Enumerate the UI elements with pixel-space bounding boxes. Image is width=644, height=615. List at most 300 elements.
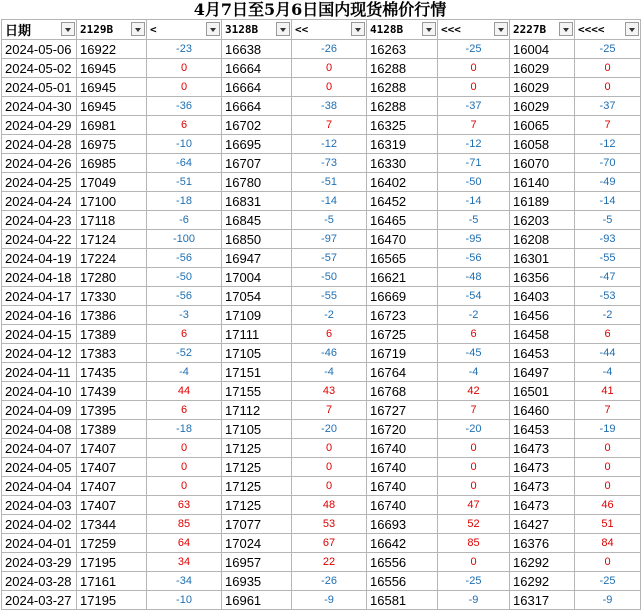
price-cell[interactable]: 16288: [367, 59, 438, 78]
change-cell[interactable]: 0: [575, 78, 641, 97]
change-cell[interactable]: -23: [147, 40, 222, 59]
price-cell[interactable]: 16581: [367, 591, 438, 610]
date-cell[interactable]: 2024-04-22: [2, 230, 77, 249]
change-cell[interactable]: -5: [575, 211, 641, 230]
price-cell[interactable]: 17389: [77, 325, 147, 344]
change-cell[interactable]: -56: [147, 287, 222, 306]
price-cell[interactable]: 16427: [510, 515, 575, 534]
change-cell[interactable]: 7: [292, 401, 367, 420]
price-cell[interactable]: 16029: [510, 97, 575, 116]
change-cell[interactable]: -3: [147, 306, 222, 325]
price-cell[interactable]: 17118: [77, 211, 147, 230]
change-cell[interactable]: -10: [147, 591, 222, 610]
price-cell[interactable]: 16961: [222, 591, 292, 610]
change-cell[interactable]: 0: [438, 477, 510, 496]
change-cell[interactable]: 0: [292, 59, 367, 78]
date-cell[interactable]: 2024-04-09: [2, 401, 77, 420]
price-cell[interactable]: 17124: [77, 230, 147, 249]
price-cell[interactable]: 17111: [222, 325, 292, 344]
change-cell[interactable]: -12: [438, 135, 510, 154]
change-cell[interactable]: -18: [147, 192, 222, 211]
change-cell[interactable]: -25: [575, 572, 641, 591]
price-cell[interactable]: 17105: [222, 420, 292, 439]
change-cell[interactable]: 0: [147, 59, 222, 78]
change-cell[interactable]: 6: [438, 325, 510, 344]
change-cell[interactable]: 51: [575, 515, 641, 534]
date-cell[interactable]: 2024-04-12: [2, 344, 77, 363]
change-cell[interactable]: 0: [147, 477, 222, 496]
price-cell[interactable]: 16263: [367, 40, 438, 59]
filter-dropdown-icon[interactable]: [131, 22, 145, 36]
change-cell[interactable]: -9: [438, 591, 510, 610]
date-cell[interactable]: 2024-03-28: [2, 572, 77, 591]
price-cell[interactable]: 17195: [77, 553, 147, 572]
column-header-date[interactable]: [2, 20, 77, 40]
column-header-change-4[interactable]: [575, 20, 641, 40]
filter-dropdown-icon[interactable]: [206, 22, 220, 36]
price-cell[interactable]: 16402: [367, 173, 438, 192]
change-cell[interactable]: -50: [147, 268, 222, 287]
date-cell[interactable]: 2024-04-17: [2, 287, 77, 306]
change-cell[interactable]: 7: [575, 116, 641, 135]
change-cell[interactable]: 22: [292, 553, 367, 572]
price-cell[interactable]: 17004: [222, 268, 292, 287]
change-cell[interactable]: 6: [575, 325, 641, 344]
change-cell[interactable]: -47: [575, 268, 641, 287]
price-cell[interactable]: 16957: [222, 553, 292, 572]
price-cell[interactable]: 16556: [367, 553, 438, 572]
price-cell[interactable]: 16288: [367, 97, 438, 116]
change-cell[interactable]: -38: [292, 97, 367, 116]
change-cell[interactable]: 34: [147, 553, 222, 572]
change-cell[interactable]: -71: [438, 154, 510, 173]
price-cell[interactable]: 17125: [222, 477, 292, 496]
price-cell[interactable]: 17280: [77, 268, 147, 287]
filter-dropdown-icon[interactable]: [61, 22, 75, 36]
change-cell[interactable]: 6: [292, 325, 367, 344]
price-cell[interactable]: 16460: [510, 401, 575, 420]
date-cell[interactable]: 2024-04-28: [2, 135, 77, 154]
price-cell[interactable]: 17439: [77, 382, 147, 401]
price-cell[interactable]: 16740: [367, 458, 438, 477]
price-cell[interactable]: 16473: [510, 496, 575, 515]
date-cell[interactable]: 2024-04-02: [2, 515, 77, 534]
change-cell[interactable]: -51: [147, 173, 222, 192]
change-cell[interactable]: 63: [147, 496, 222, 515]
change-cell[interactable]: -55: [292, 287, 367, 306]
table-row: [2, 268, 641, 287]
price-cell[interactable]: 16203: [510, 211, 575, 230]
column-header-label: <<<: [441, 23, 461, 36]
column-header-change-3[interactable]: [438, 20, 510, 40]
change-cell[interactable]: -26: [292, 40, 367, 59]
price-cell[interactable]: 16981: [77, 116, 147, 135]
change-cell[interactable]: -14: [292, 192, 367, 211]
change-cell[interactable]: 85: [147, 515, 222, 534]
table-row: [2, 477, 641, 496]
price-cell[interactable]: 17105: [222, 344, 292, 363]
column-header-2129b[interactable]: [77, 20, 147, 40]
date-cell[interactable]: 2024-04-25: [2, 173, 77, 192]
price-cell[interactable]: 17407: [77, 496, 147, 515]
price-cell[interactable]: 16935: [222, 572, 292, 591]
change-cell[interactable]: -9: [575, 591, 641, 610]
price-cell[interactable]: 17407: [77, 439, 147, 458]
price-cell[interactable]: 17100: [77, 192, 147, 211]
change-cell[interactable]: 0: [292, 458, 367, 477]
column-header-3128b[interactable]: [222, 20, 292, 40]
price-cell[interactable]: 16465: [367, 211, 438, 230]
change-cell[interactable]: 7: [438, 401, 510, 420]
date-cell[interactable]: 2024-05-02: [2, 59, 77, 78]
change-cell[interactable]: -45: [438, 344, 510, 363]
change-cell[interactable]: -25: [438, 572, 510, 591]
table-row: [2, 382, 641, 401]
column-header-2227b[interactable]: [510, 20, 575, 40]
price-cell[interactable]: 16985: [77, 154, 147, 173]
header-row: [2, 20, 641, 40]
price-cell[interactable]: 16727: [367, 401, 438, 420]
price-cell[interactable]: 16621: [367, 268, 438, 287]
price-cell[interactable]: 16497: [510, 363, 575, 382]
filter-dropdown-icon[interactable]: [494, 22, 508, 36]
change-cell[interactable]: -5: [292, 211, 367, 230]
price-cell[interactable]: 16664: [222, 97, 292, 116]
change-cell[interactable]: -93: [575, 230, 641, 249]
price-cell[interactable]: 16642: [367, 534, 438, 553]
price-cell[interactable]: 16695: [222, 135, 292, 154]
change-cell[interactable]: 53: [292, 515, 367, 534]
change-cell[interactable]: 44: [147, 382, 222, 401]
change-cell[interactable]: -53: [575, 287, 641, 306]
change-cell[interactable]: -50: [292, 268, 367, 287]
change-cell[interactable]: -26: [292, 572, 367, 591]
price-cell[interactable]: 16768: [367, 382, 438, 401]
price-cell[interactable]: 17151: [222, 363, 292, 382]
table-row: [2, 591, 641, 610]
change-cell[interactable]: 7: [292, 116, 367, 135]
change-cell[interactable]: 0: [147, 458, 222, 477]
price-cell[interactable]: 16845: [222, 211, 292, 230]
date-cell[interactable]: 2024-04-23: [2, 211, 77, 230]
change-cell[interactable]: 52: [438, 515, 510, 534]
change-cell[interactable]: -36: [147, 97, 222, 116]
price-cell[interactable]: 16720: [367, 420, 438, 439]
date-cell[interactable]: 2024-03-27: [2, 591, 77, 610]
filter-dropdown-icon[interactable]: [351, 22, 365, 36]
date-cell[interactable]: 2024-04-11: [2, 363, 77, 382]
change-cell[interactable]: -18: [147, 420, 222, 439]
change-cell[interactable]: 85: [438, 534, 510, 553]
price-cell[interactable]: 16317: [510, 591, 575, 610]
price-cell[interactable]: 16638: [222, 40, 292, 59]
price-cell[interactable]: 16319: [367, 135, 438, 154]
change-cell[interactable]: 43: [292, 382, 367, 401]
change-cell[interactable]: -57: [292, 249, 367, 268]
date-cell[interactable]: 2024-04-04: [2, 477, 77, 496]
price-cell[interactable]: 16780: [222, 173, 292, 192]
change-cell[interactable]: -19: [575, 420, 641, 439]
price-cell[interactable]: 16330: [367, 154, 438, 173]
change-cell[interactable]: -4: [292, 363, 367, 382]
change-cell[interactable]: -55: [575, 249, 641, 268]
change-cell[interactable]: -34: [147, 572, 222, 591]
change-cell[interactable]: 0: [438, 553, 510, 572]
price-cell[interactable]: 16356: [510, 268, 575, 287]
filter-dropdown-icon[interactable]: [625, 22, 639, 36]
date-cell[interactable]: 2024-04-18: [2, 268, 77, 287]
price-cell[interactable]: 16945: [77, 78, 147, 97]
change-cell[interactable]: 0: [575, 439, 641, 458]
change-cell[interactable]: -10: [147, 135, 222, 154]
price-cell[interactable]: 17125: [222, 458, 292, 477]
date-cell[interactable]: 2024-04-15: [2, 325, 77, 344]
change-cell[interactable]: -4: [147, 363, 222, 382]
change-cell[interactable]: -14: [438, 192, 510, 211]
change-cell[interactable]: 47: [438, 496, 510, 515]
price-cell[interactable]: 16473: [510, 439, 575, 458]
date-cell[interactable]: 2024-04-10: [2, 382, 77, 401]
change-cell[interactable]: 0: [575, 458, 641, 477]
price-cell[interactable]: 16664: [222, 78, 292, 97]
change-cell[interactable]: -6: [147, 211, 222, 230]
price-cell[interactable]: 16947: [222, 249, 292, 268]
price-cell[interactable]: 17195: [77, 591, 147, 610]
price-cell[interactable]: 16456: [510, 306, 575, 325]
column-header-label: <<<<: [578, 23, 605, 36]
change-cell[interactable]: 0: [575, 477, 641, 496]
price-cell[interactable]: 17024: [222, 534, 292, 553]
price-cell[interactable]: 16831: [222, 192, 292, 211]
filter-dropdown-icon[interactable]: [422, 22, 436, 36]
change-cell[interactable]: -56: [438, 249, 510, 268]
change-cell[interactable]: -25: [438, 40, 510, 59]
price-cell[interactable]: 16325: [367, 116, 438, 135]
price-cell[interactable]: 16707: [222, 154, 292, 173]
change-cell[interactable]: -37: [575, 97, 641, 116]
price-cell[interactable]: 16403: [510, 287, 575, 306]
change-cell[interactable]: 41: [575, 382, 641, 401]
change-cell[interactable]: -12: [292, 135, 367, 154]
change-cell[interactable]: -5: [438, 211, 510, 230]
change-cell[interactable]: -73: [292, 154, 367, 173]
column-header-label: <: [150, 23, 157, 36]
date-cell[interactable]: 2024-04-29: [2, 116, 77, 135]
date-cell[interactable]: 2024-04-01: [2, 534, 77, 553]
table-row: [2, 135, 641, 154]
price-cell[interactable]: 17407: [77, 477, 147, 496]
column-header-change-2[interactable]: [292, 20, 367, 40]
date-cell[interactable]: 2024-04-07: [2, 439, 77, 458]
price-cell[interactable]: 16208: [510, 230, 575, 249]
price-cell[interactable]: 16058: [510, 135, 575, 154]
date-cell[interactable]: 2024-04-30: [2, 97, 77, 116]
price-cell[interactable]: 16740: [367, 477, 438, 496]
change-cell[interactable]: -9: [292, 591, 367, 610]
price-cell[interactable]: 17259: [77, 534, 147, 553]
change-cell[interactable]: -64: [147, 154, 222, 173]
change-cell[interactable]: 0: [147, 78, 222, 97]
price-cell[interactable]: 16664: [222, 59, 292, 78]
price-cell[interactable]: 16669: [367, 287, 438, 306]
price-cell[interactable]: 16764: [367, 363, 438, 382]
price-cell[interactable]: 17386: [77, 306, 147, 325]
change-cell[interactable]: -4: [575, 363, 641, 382]
price-cell[interactable]: 16029: [510, 78, 575, 97]
column-header-label: 4128B: [370, 23, 404, 36]
change-cell[interactable]: 48: [292, 496, 367, 515]
price-cell[interactable]: 16070: [510, 154, 575, 173]
price-cell[interactable]: 17435: [77, 363, 147, 382]
change-cell[interactable]: 46: [575, 496, 641, 515]
price-cell[interactable]: 17383: [77, 344, 147, 363]
price-cell[interactable]: 16140: [510, 173, 575, 192]
price-cell[interactable]: 16740: [367, 439, 438, 458]
column-header-4128b[interactable]: [367, 20, 438, 40]
change-cell[interactable]: -14: [575, 192, 641, 211]
change-cell[interactable]: -54: [438, 287, 510, 306]
change-cell[interactable]: 0: [575, 59, 641, 78]
date-cell[interactable]: 2024-05-06: [2, 40, 77, 59]
price-cell[interactable]: 17125: [222, 439, 292, 458]
change-cell[interactable]: 0: [438, 439, 510, 458]
price-cell[interactable]: 16556: [367, 572, 438, 591]
change-cell[interactable]: -100: [147, 230, 222, 249]
change-cell[interactable]: 0: [292, 477, 367, 496]
price-cell[interactable]: 16452: [367, 192, 438, 211]
change-cell[interactable]: 84: [575, 534, 641, 553]
change-cell[interactable]: -4: [438, 363, 510, 382]
price-cell[interactable]: 17049: [77, 173, 147, 192]
price-cell[interactable]: 16723: [367, 306, 438, 325]
price-cell[interactable]: 16065: [510, 116, 575, 135]
price-cell[interactable]: 16301: [510, 249, 575, 268]
change-cell[interactable]: -12: [575, 135, 641, 154]
change-cell[interactable]: -49: [575, 173, 641, 192]
price-cell[interactable]: 17330: [77, 287, 147, 306]
price-cell[interactable]: 16453: [510, 420, 575, 439]
price-cell[interactable]: 17077: [222, 515, 292, 534]
date-cell[interactable]: 2024-04-16: [2, 306, 77, 325]
price-cell[interactable]: 16501: [510, 382, 575, 401]
price-cell[interactable]: 16945: [77, 97, 147, 116]
date-cell[interactable]: 2024-04-03: [2, 496, 77, 515]
change-cell[interactable]: -52: [147, 344, 222, 363]
price-cell[interactable]: 16473: [510, 477, 575, 496]
date-cell[interactable]: 2024-04-26: [2, 154, 77, 173]
change-cell[interactable]: 0: [292, 78, 367, 97]
change-cell[interactable]: -20: [292, 420, 367, 439]
change-cell[interactable]: -37: [438, 97, 510, 116]
change-cell[interactable]: -70: [575, 154, 641, 173]
column-header-change-1[interactable]: [147, 20, 222, 40]
change-cell[interactable]: 6: [147, 116, 222, 135]
change-cell[interactable]: -2: [575, 306, 641, 325]
price-cell[interactable]: 16029: [510, 59, 575, 78]
change-cell[interactable]: -44: [575, 344, 641, 363]
price-cell[interactable]: 17155: [222, 382, 292, 401]
price-cell[interactable]: 16565: [367, 249, 438, 268]
price-cell[interactable]: 17389: [77, 420, 147, 439]
price-cell[interactable]: 17395: [77, 401, 147, 420]
price-cell[interactable]: 16473: [510, 458, 575, 477]
change-cell[interactable]: -25: [575, 40, 641, 59]
price-cell[interactable]: 16725: [367, 325, 438, 344]
price-cell[interactable]: 16189: [510, 192, 575, 211]
price-cell[interactable]: 16004: [510, 40, 575, 59]
change-cell[interactable]: 0: [438, 78, 510, 97]
date-cell[interactable]: 2024-03-29: [2, 553, 77, 572]
change-cell[interactable]: -46: [292, 344, 367, 363]
price-cell[interactable]: 17161: [77, 572, 147, 591]
change-cell[interactable]: 42: [438, 382, 510, 401]
change-cell[interactable]: -50: [438, 173, 510, 192]
price-cell[interactable]: 16458: [510, 325, 575, 344]
price-cell[interactable]: 17112: [222, 401, 292, 420]
change-cell[interactable]: 67: [292, 534, 367, 553]
price-cell[interactable]: 16975: [77, 135, 147, 154]
change-cell[interactable]: -2: [438, 306, 510, 325]
change-cell[interactable]: -51: [292, 173, 367, 192]
price-cell[interactable]: 16945: [77, 59, 147, 78]
change-cell[interactable]: 6: [147, 325, 222, 344]
price-cell[interactable]: 16292: [510, 572, 575, 591]
table-row: [2, 420, 641, 439]
price-cell[interactable]: 16376: [510, 534, 575, 553]
price-cell[interactable]: 16453: [510, 344, 575, 363]
price-cell[interactable]: 16702: [222, 116, 292, 135]
price-cell[interactable]: 17407: [77, 458, 147, 477]
change-cell[interactable]: 6: [147, 401, 222, 420]
change-cell[interactable]: 7: [575, 401, 641, 420]
date-cell[interactable]: 2024-05-01: [2, 78, 77, 97]
date-cell[interactable]: 2024-04-24: [2, 192, 77, 211]
filter-dropdown-icon[interactable]: [276, 22, 290, 36]
column-header-label: <<: [295, 23, 309, 36]
date-cell[interactable]: 2024-04-05: [2, 458, 77, 477]
price-cell[interactable]: 17109: [222, 306, 292, 325]
filter-dropdown-icon[interactable]: [559, 22, 573, 36]
price-cell[interactable]: 16470: [367, 230, 438, 249]
price-cell[interactable]: 16693: [367, 515, 438, 534]
change-cell[interactable]: -48: [438, 268, 510, 287]
price-cell[interactable]: 16719: [367, 344, 438, 363]
price-cell[interactable]: 16292: [510, 553, 575, 572]
price-cell[interactable]: 17054: [222, 287, 292, 306]
change-cell[interactable]: -95: [438, 230, 510, 249]
price-cell[interactable]: 16922: [77, 40, 147, 59]
change-cell[interactable]: -2: [292, 306, 367, 325]
date-cell[interactable]: 2024-04-08: [2, 420, 77, 439]
change-cell[interactable]: 64: [147, 534, 222, 553]
change-cell[interactable]: 0: [575, 553, 641, 572]
price-cell[interactable]: 16740: [367, 496, 438, 515]
change-cell[interactable]: 0: [147, 439, 222, 458]
price-cell[interactable]: 16850: [222, 230, 292, 249]
price-cell[interactable]: 17344: [77, 515, 147, 534]
change-cell[interactable]: -56: [147, 249, 222, 268]
change-cell[interactable]: 7: [438, 116, 510, 135]
change-cell[interactable]: -97: [292, 230, 367, 249]
change-cell[interactable]: -20: [438, 420, 510, 439]
change-cell[interactable]: 0: [438, 458, 510, 477]
date-cell[interactable]: 2024-04-19: [2, 249, 77, 268]
price-cell[interactable]: 17224: [77, 249, 147, 268]
price-cell[interactable]: 16288: [367, 78, 438, 97]
change-cell[interactable]: 0: [292, 439, 367, 458]
price-cell[interactable]: 17125: [222, 496, 292, 515]
change-cell[interactable]: 0: [438, 59, 510, 78]
